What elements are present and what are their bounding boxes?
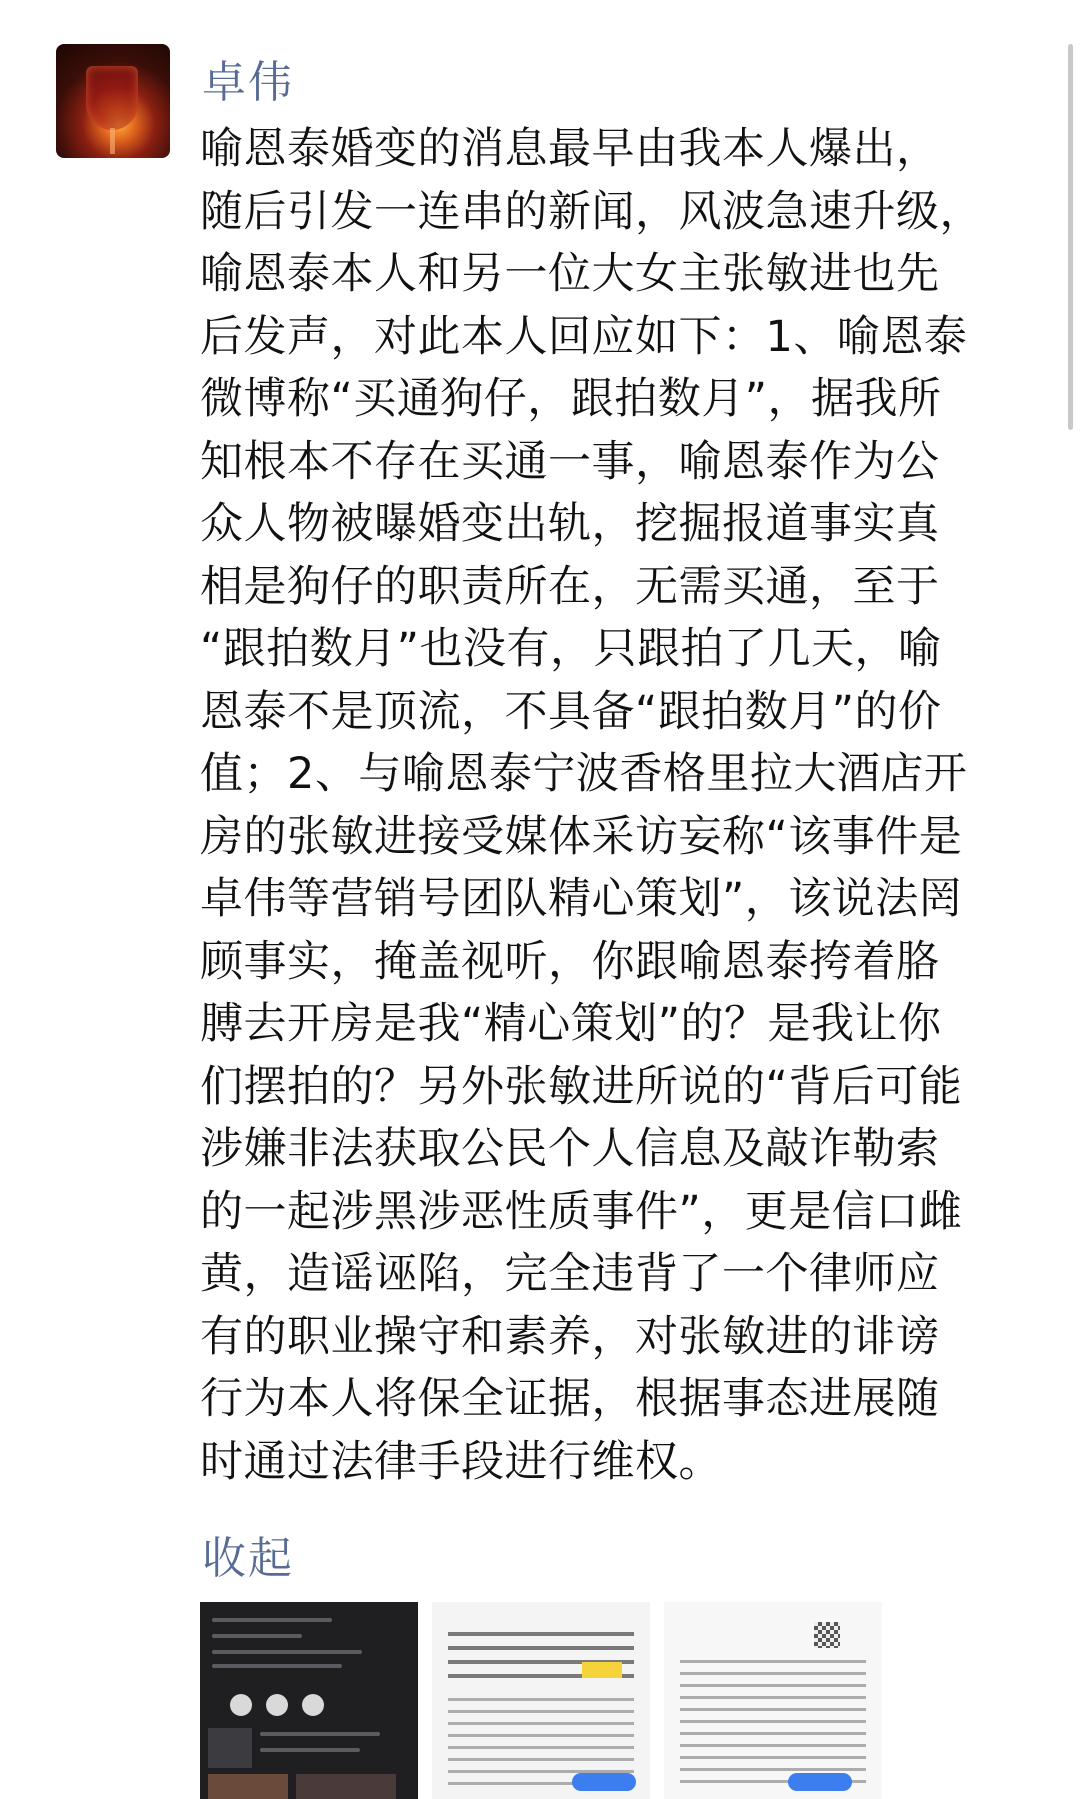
post-line: 微博称“买通狗仔，跟拍数月”，据我所 bbox=[200, 374, 942, 424]
image-thumbnail-1[interactable] bbox=[200, 1602, 418, 1799]
post-line: 喻恩泰本人和另一位大女主张敏进也先 bbox=[200, 249, 940, 299]
post-line: 喻恩泰婚变的消息最早由我本人爆出， bbox=[200, 124, 940, 174]
author-name[interactable]: 卓伟 bbox=[202, 57, 294, 108]
post-line: 房的张敏进接受媒体采访妄称“该事件是 bbox=[200, 811, 963, 862]
avatar[interactable] bbox=[56, 44, 170, 158]
post-line: 相是狗仔的职责所在，无需买通，至于 bbox=[200, 561, 940, 612]
collapse-link[interactable]: 收起 bbox=[202, 1533, 294, 1584]
post-line: 随后引发一连串的新闻，风波急速升级， bbox=[200, 186, 983, 237]
post-line: “跟拍数月”也没有，只跟拍了几天，喻 bbox=[200, 624, 942, 674]
post-line: 卓伟等营销号团队精心策划”，该说法罔 bbox=[200, 874, 963, 924]
post-line: 值；2、与喻恩泰宁波香格里拉大酒店开 bbox=[200, 749, 968, 799]
post-line: 行为本人将保全证据，根据事态进展随 bbox=[200, 1374, 940, 1424]
post-line: 知根本不存在买通一事，喻恩泰作为公 bbox=[200, 436, 940, 487]
post-line: 后发声，对此本人回应如下：1、喻恩泰 bbox=[200, 311, 968, 362]
post-line: 们摆拍的？另外张敏进所说的“背后可能 bbox=[200, 1061, 963, 1112]
post-line: 涉嫌非法获取公民个人信息及敲诈勒索 bbox=[200, 1124, 940, 1174]
image-thumbnail-3[interactable] bbox=[664, 1602, 882, 1799]
image-thumbnail-2[interactable] bbox=[432, 1602, 650, 1799]
post-line: 膊去开房是我“精心策划”的？是我让你 bbox=[200, 999, 942, 1049]
post-line: 时通过法律手段进行维权。 bbox=[200, 1436, 722, 1487]
wine-glass-icon bbox=[86, 66, 138, 130]
post-line: 众人物被曝婚变出轨，挖掘报道事实真 bbox=[200, 499, 940, 549]
post-line: 的一起涉黑涉恶性质事件”，更是信口雌 bbox=[200, 1186, 963, 1237]
post-text bbox=[200, 118, 1020, 1493]
post-line: 恩泰不是顶流，不具备“跟拍数月”的价 bbox=[200, 686, 942, 737]
scrollbar[interactable] bbox=[1068, 44, 1073, 430]
post-line: 黄，造谣诬陷，完全违背了一个律师应 bbox=[200, 1249, 940, 1299]
post-line: 有的职业操守和素养，对张敏进的诽谤 bbox=[200, 1311, 940, 1362]
post-line: 顾事实，掩盖视听，你跟喻恩泰挎着胳 bbox=[200, 936, 940, 987]
